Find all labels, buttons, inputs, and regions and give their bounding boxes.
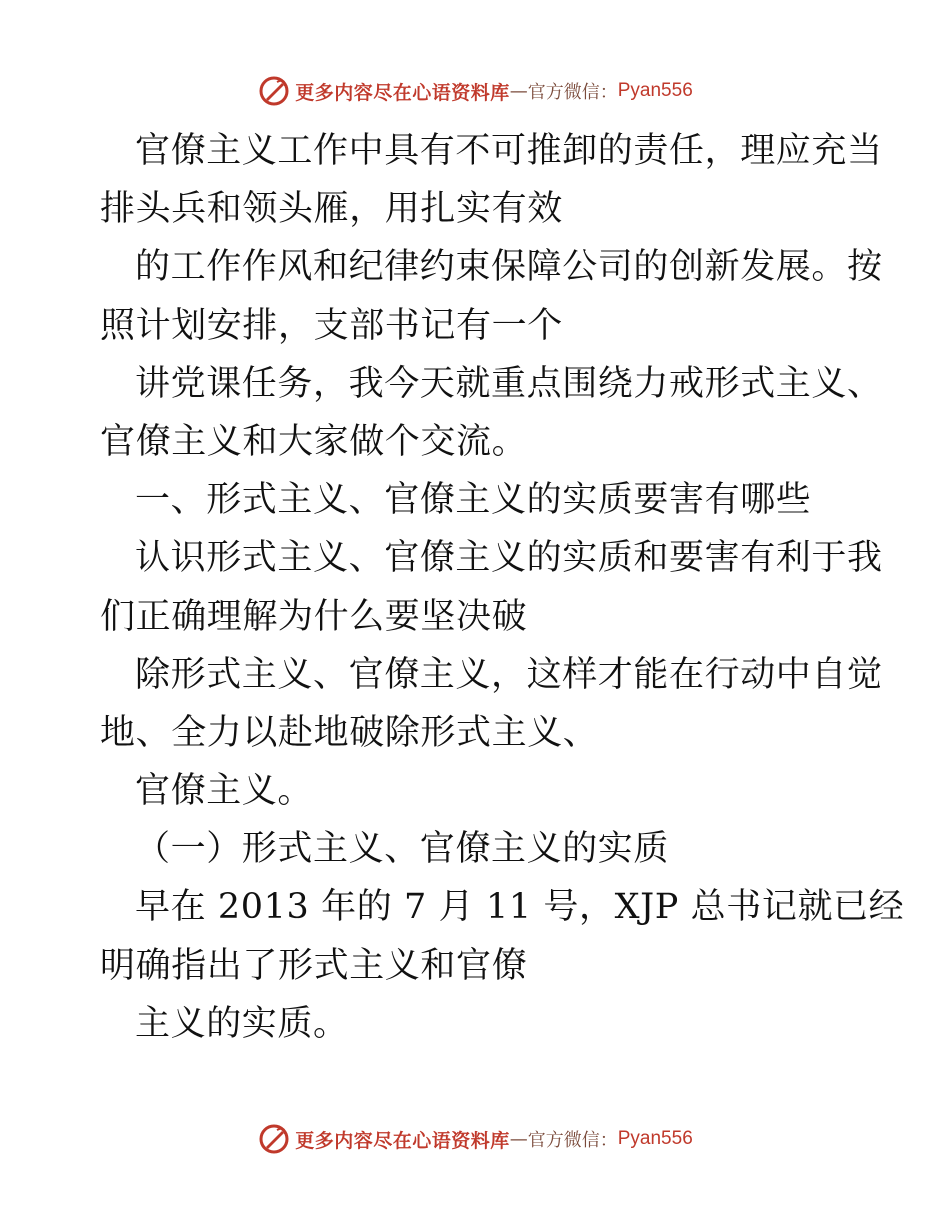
text-line: 照计划安排，支部书记有一个 xyxy=(100,305,563,346)
text-line: 讲党课任务，我今天就重点围绕力戒形式主义、 xyxy=(135,363,883,404)
text-line: 官僚主义。 xyxy=(135,771,314,812)
watermark-footer xyxy=(0,1122,950,1156)
subsection-heading: （一）形式主义、官僚主义的实质 xyxy=(135,829,670,870)
watermark-wechat-id: Pyan556 xyxy=(617,80,693,101)
text-line: 主义的实质。 xyxy=(135,1003,349,1044)
watermark-site-text: 更多内容尽在心语资料库 xyxy=(295,81,510,104)
watermark-wechat-label: 官方微信： xyxy=(527,1130,618,1151)
text-line: 认识形式主义、官僚主义的实质和要害有利于我 xyxy=(135,538,883,579)
section-heading: 一、形式主义、官僚主义的实质要害有哪些 xyxy=(135,480,812,521)
text-line: 除形式主义、官僚主义，这样才能在行动中自觉 xyxy=(135,654,883,695)
text-line: 早在 2013 年的 7 月 11 号，XJP 总书记就已经 xyxy=(135,887,905,928)
text-line: 排头兵和领头雁，用扎实有效 xyxy=(100,189,563,230)
watermark-dash: — xyxy=(509,80,528,102)
text-line: 们正确理解为什么要坚决破 xyxy=(100,596,528,637)
text-line: 地、全力以赴地破除形式主义、 xyxy=(100,712,599,753)
watermark-header xyxy=(0,74,950,108)
quill-seal-icon xyxy=(257,74,291,108)
quill-seal-icon xyxy=(257,1122,291,1156)
text-line: 官僚主义工作中具有不可推卸的责任，理应充当 xyxy=(135,131,883,171)
watermark-wechat-id: Pyan556 xyxy=(617,1128,693,1149)
watermark-site-text: 更多内容尽在心语资料库 xyxy=(295,1129,510,1152)
text-line: 的工作作风和纪律约束保障公司的创新发展。按 xyxy=(135,247,883,288)
text-line: 官僚主义和大家做个交流。 xyxy=(100,421,528,462)
watermark-wechat-label: 官方微信： xyxy=(527,82,618,103)
text-line: 明确指出了形式主义和官僚 xyxy=(100,945,528,986)
document-body xyxy=(100,122,905,1053)
watermark-dash: — xyxy=(509,1128,528,1150)
